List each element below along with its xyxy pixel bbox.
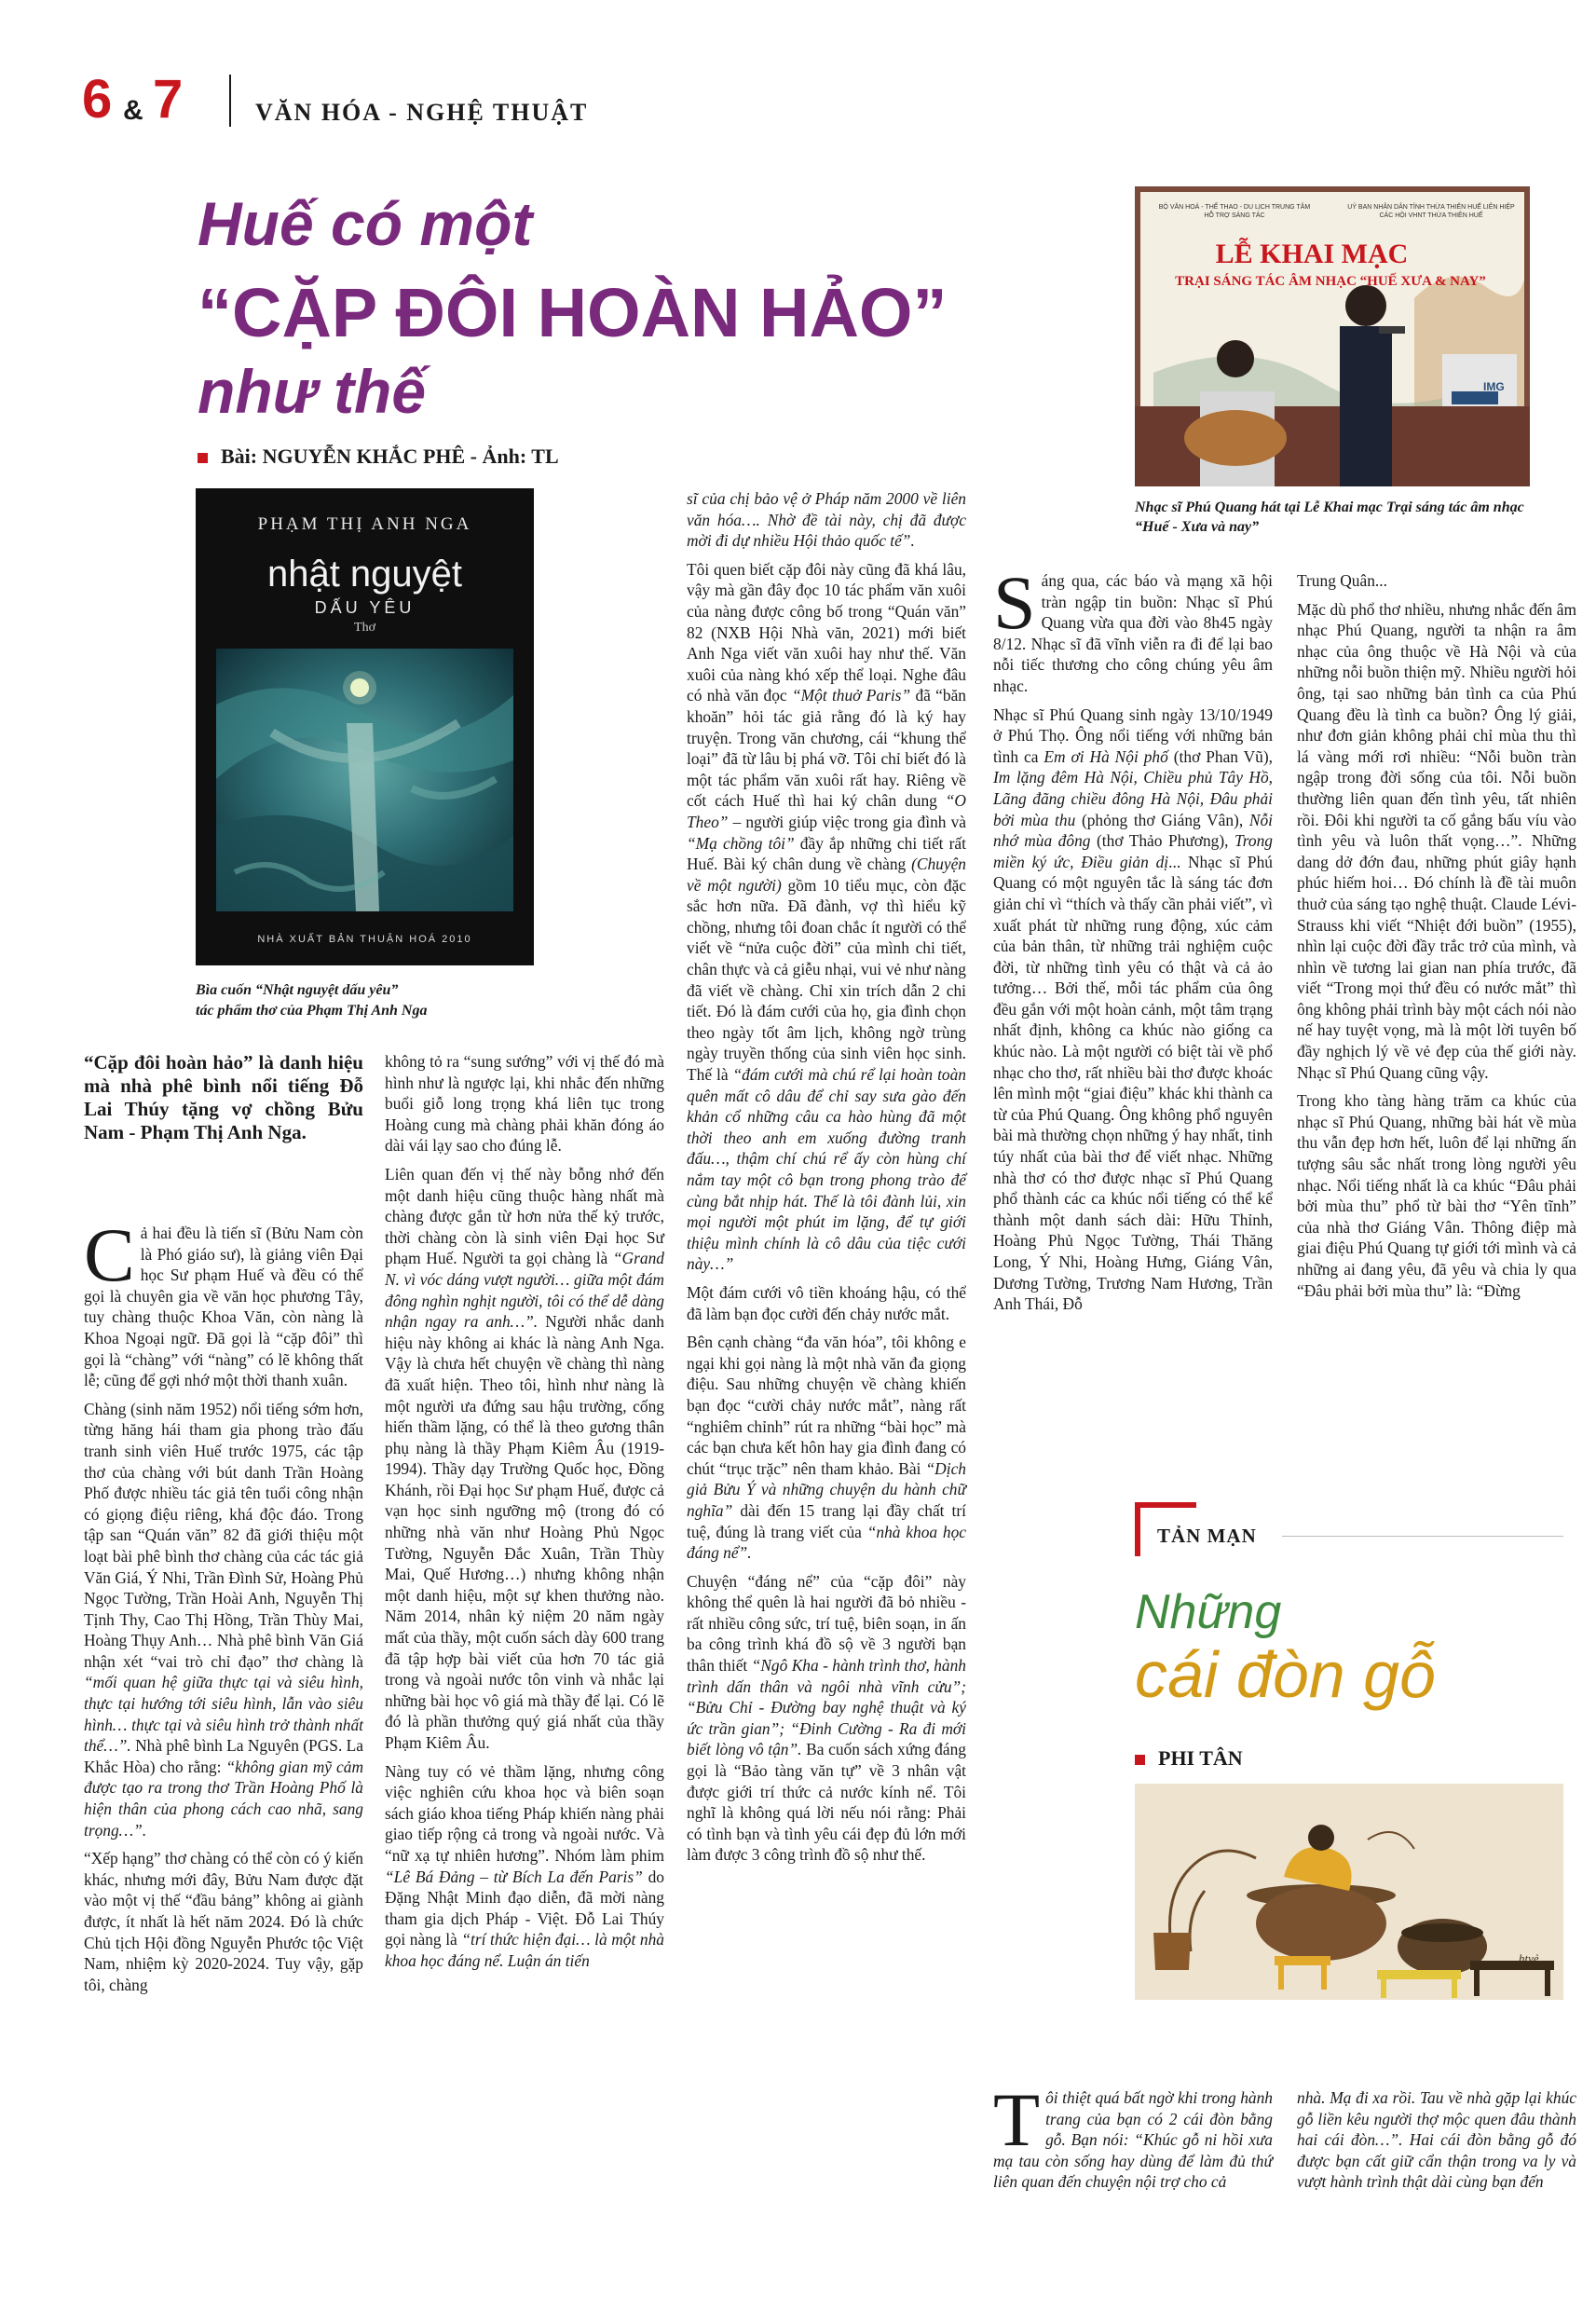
tanman-author: PHI TÂN xyxy=(1158,1746,1243,1770)
tanman-title-line2: cái đòn gỗ xyxy=(1135,1638,1437,1711)
paragraph: Bên cạnh chàng “đa văn hóa”, tôi không e ngại khi gọi nàng là một nhà văn đa giọng điệu. Sau những chuyện về chàng khiến bạn đọc “cười chảy nước mắt”, nàng rất “nghiêm chỉnh” rút ra những “bài học” mà các bạn chưa kết hôn hay gia đình đang có chút “trục trặc” nên tham khảo. Bài “Dịch giả Bửu Ý và những chuyện du hành chữ nghĩa” dài đến 15 trang lại đầy chất trí tuệ, đúng là trang viết của “nhà khoa học đáng nể”. xyxy=(687,1333,967,1563)
article-title-line3: như thế xyxy=(198,357,427,426)
banner-org-right: UỶ BAN NHÂN DÂN TỈNH THỪA THIÊN HUẾ LIÊN HIỆP CÁC HỘI VHNT THỪA THIÊN HUẾ xyxy=(1347,204,1515,219)
page-header xyxy=(82,69,660,134)
illustration-signature: htvẻ xyxy=(1519,1951,1539,1965)
book-caption-line2: tác phẩm thơ của Phạm Thị Anh Nga xyxy=(196,1003,428,1019)
article-column-3 xyxy=(687,488,966,1873)
tanman-label: TẢN MẠN xyxy=(1157,1525,1257,1547)
paragraph: Mặc dù phổ thơ nhiều, nhưng nhắc đến âm nhạc Phú Quang, người ta nhận ra âm nhạc của ông thuộc về Hà Nội và của những nỗi buồn thiện mỹ. Nhiều người hỏi ông, tại sao những bản tình ca của Phú Quang đều là tình ca buồn? Ông lý giải, như đơn giản không phải chỉ mùa thu thì lá vàng mới rơi nhiều: “Nỗi buồn tràn ngập trong đời sống của tôi. Nỗi buồn thường liên quan đến tình yêu, tất nhiên rồi. Đôi khi người ta cố gắng bấu víu vào tình yêu và luôn thất vọng…”. Những dang dở đớn đau, những phút giây hạnh phúc hiếm hoi… Đó chính là đề tài muôn thuở của sáng tạo nghệ thuật. Claude Lévi-Strauss khi viết “Nhiệt đới buồn” (1955), nhìn lại cuộc đời đầy trắc trở của mình, và nhìn về tương lai gian nan phía trước, đã viết “Trong mọi thứ đều có nước mắt” thì ông không phải trình bày một cách nói nào nế hay tuyệt vọng, mà là một lời tuyên bố đầy nghịch lý về vẻ đẹp của thế giới này. Nhạc sĩ Phú Quang cũng vậy. xyxy=(1297,599,1576,1082)
banner-org-left: BỘ VĂN HOÁ - THỂ THAO - DU LỊCH TRUNG TÂM HỖ TRỢ SÁNG TÁC xyxy=(1158,204,1311,219)
byline-bullet xyxy=(198,453,208,463)
banner-logo: IMG xyxy=(1483,380,1505,393)
page-number-left: 6 xyxy=(82,69,113,130)
event-photo-art xyxy=(1135,186,1530,486)
page-number-right: 7 xyxy=(153,69,184,130)
paragraph: Sáng qua, các báo và mạng xã hội tràn ngập tin buồn: Nhạc sĩ Phú Quang vừa qua đời vào 8h45 ngày 8/12. Nhạc sĩ đã vĩnh viễn ra đi để lại bao nỗi tiếc thương cho công chúng yêu âm nhạc. xyxy=(993,560,1273,695)
event-photo xyxy=(1135,186,1530,486)
article-title-line1: Huế có một xyxy=(198,189,533,258)
banner-subtitle: TRẠI SÁNG TÁC ÂM NHẠC “HUẾ XƯA & NAY” xyxy=(1175,274,1486,289)
byline-bullet xyxy=(1135,1755,1145,1765)
page-amp: & xyxy=(123,95,143,126)
book-subtitle: DẤU YÊU xyxy=(314,598,416,617)
photo-caption: Nhạc sĩ Phú Quang hát tại Lễ Khai mạc Trại sáng tác âm nhạc “Huế - Xưa và nay” xyxy=(1135,499,1524,535)
banner-title: LỄ KHAI MẠC xyxy=(1215,239,1409,269)
dropcap: S xyxy=(993,560,1036,645)
article-column-2 xyxy=(385,1051,664,1979)
paragraph: Nhạc sĩ Phú Quang sinh ngày 13/10/1949 ở Phú Thọ. Ông nổi tiếng với những bản tình ca Em ơi Hà Nội phố (thơ Phan Vũ), Im lặng đêm Hà Nội, Chiều phủ Tây Hồ, Lãng đãng chiều đông Hà Nội, Đâu phải bởi mùa thu (phỏng thơ Giáng Vân), Nỗi nhớ mùa đông (thơ Thảo Phương), Trong miền ký ức, Điều giản dị... Nhạc sĩ Phú Quang có một nguyên tắc là sáng tác đơn giản chỉ vì “thích và thấy cần phải viết”, vì xuất phát từ những rung động, xúc cảm của bản thân, từ những trải nghiệm cuộc đời, từ những tình yêu có thật và cả ảo tưởng… Bởi thế, mỗi tác phẩm của ông đều gắn với một hoàn cảnh, một tâm trạng nhất định, không ca khúc nào giống ca khúc nào. Là một người có biệt tài về phổ nhạc cho thơ, rất nhiều bài thơ được khoác lên mình một “giai điệu” khác khi thành ca từ của Phú Quang. Ông không phổ nguyên bài mà thường chọn những ý hay nhất, tinh túy nhất của bài thơ để viết nhạc. Những nhà thơ có thơ được nhạc sĩ Phú Quang phổ thành các ca khúc nổi tiếng có thể kể thành một danh sách dài: Hữu Thỉnh, Hoàng Phủ Ngọc Tường, Thái Thăng Long, Ý Nhi, Hoàng Hưng, Giáng Vân, Dương Tường, Trương Nam Hương, Trần Anh Thái, Đỗ xyxy=(993,705,1273,1314)
book-publisher: NHÀ XUẤT BẢN THUẬN HOÁ 2010 xyxy=(257,934,472,945)
section-title: VĂN HÓA - NGHỆ THUẬT xyxy=(255,99,589,126)
paragraph: Liên quan đến vị thế này bỗng nhớ đến một danh hiệu cũng thuộc hàng nhất mà chàng được gắn từ hơn nửa thế kỷ trước, thời chàng còn là sinh viên Đại học Sư phạm Huế. Người ta gọi chàng là “Grand N. vì vóc dáng vượt người… giữa một đám đông nghìn nghịt người, tôi có thể dễ dàng nhận ngay ra anh…”. Người nhắc danh hiệu này không ai khác là nàng Anh Nga. Vậy là chưa hết chuyện về chàng thì nàng đã xuất hiện. Theo tôi, hình như nàng là một người ưa đứng sau hậu trường, cống hiến thầm lặng, có thể là theo gương thân phụ nàng là thầy Phạm Kiêm Âu (1919-1994). Thầy dạy Trường Quốc học, Đồng Khánh, rồi Đại học Sư phạm Huế, được cả vạn học sinh ngưỡng mộ (trong đó có những nhà văn như Hoàng Phủ Ngọc Tường, Nguyễn Đắc Xuân, Trần Thùy Mai, Quế Hương…) nhưng không nhận một danh hiệu, một sự khen thưởng nào. Năm 2014, nhân kỷ niệm 20 năm ngày mất của thầy, một cuốn sách dày 600 trang đã tập hợp bài viết của hơn 70 tác giả trong và ngoài nước tôn vinh và nhắc lại những bài học vô giá mà thầy để lại. Có lẽ đó là phần thưởng quý giá nhất của thầy Phạm Kiêm Âu. xyxy=(385,1164,664,1752)
tanman-byline xyxy=(1135,1746,1243,1771)
paragraph: Chàng (sinh năm 1952) nổi tiếng sớm hơn, từng hăng hái tham gia phong trào đấu tranh sinh viên Huế trước 1975, các tập thơ của chàng với bút danh Trần Hoàng Phố được nhiều tác giả tên tuổi công nhận có giọng điệu riêng, khá độc đáo. Trong tập san “Quán văn” 82 đã giới thiệu một loạt bài phê bình thơ chàng của các tác giả Văn Giá, Ý Nhi, Trần Đình Sử, Hoàng Phủ Ngọc Tường, Trần Hoài Anh, Nguyễn Thị Tịnh Thy, Cao Thị Hồng, Trần Thùy Mai, Hoàng Thụy Anh… Nhà phê bình Văn Giá nhận xét “vai trò chỉ đạo” thơ chàng là “mối quan hệ giữa thực tại và siêu hình, thực tại hướng tới siêu hình, lẫn vào siêu hình… thực tại và siêu hình trở thành nhất thể…”. Nhà phê bình La Nguyên (PGS. La Khắc Hòa) cho rằng: “không gian mỹ cảm được tạo ra trong thơ Trần Hoàng Phố là hiện thân của phong cách cao nhã, sang trọng…”. xyxy=(84,1399,364,1840)
tanman-title-line1: Những xyxy=(1135,1585,1282,1639)
tanman-column-1 xyxy=(993,2077,1273,2200)
book-genre: Thơ xyxy=(354,621,375,635)
book-author: PHẠM THỊ ANH NGA xyxy=(257,514,472,534)
paragraph: sĩ của chị bảo vệ ở Pháp năm 2000 về liên văn hóa…. Nhờ đề tài này, chị đã được mời đi dự nhiều Hội thảo quốc tế”. xyxy=(687,489,966,551)
obit-column-2 xyxy=(1297,570,1576,1308)
book-cover-image xyxy=(196,488,534,965)
paragraph: nhà. Mạ đi xa rồi. Tau về nhà gặp lại khúc gỗ liền kêu người thợ mộc quen đâu thành hai cái đòn…”. Hai cái đòn bằng gỗ đó được bạn cất giữ cẩn thận trong va ly và vượt hành trình thật dài cùng bạn đến xyxy=(1297,2088,1576,2192)
paragraph: Chuyện “đáng nể” của “cặp đôi” này không thể quên là hai người đã bỏ nhiều - rất nhiều công sức, trí tuệ, biên soạn, in ấn ba công trình khá đồ sộ về 3 người bạn thân thiết “Ngô Kha - hành trình thơ, hành trình dấn thân và ngôi nhà vĩnh cửu”; “Bửu Chỉ - Đường bay nghệ thuật và ký ức trần gian”; “Đinh Cường - Ra đi mới biết lòng vô tận”. Ba cuốn sách xứng đáng gọi là “Bảo tàng văn tự” về 3 nhân vật được giới trí thức cả nước kính nể. Tôi nghĩ là không quá lời nếu nói rằng: Phải có tình bạn và tình yêu cái đẹp đủ lớn mới làm được 3 công trình đồ sộ như thế. xyxy=(687,1571,966,1865)
paragraph: “Xếp hạng” thơ chàng có thể còn có ý kiến khác, nhưng mới đây, Bửu Nam được đặt vào một vị thế “đầu bảng” không ai giành được, ít nhất là hết năm 2024. Đó là chức Chủ tịch Hội đồng Nguyễn Phước tộc Việt Nam, nhiệm kỳ 2020-2024. Tuy vậy, gặp tôi, chàng xyxy=(84,1849,363,1994)
article-title-line2: “CẶP ĐÔI HOÀN HẢO” xyxy=(198,274,948,351)
book-title: nhật nguyệt xyxy=(266,554,463,595)
tanman-column-2 xyxy=(1297,2087,1576,2200)
tanman-illustration xyxy=(1135,1784,1563,2000)
book-caption-line1: Bìa cuốn “Nhật nguyệt dấu yêu” xyxy=(196,982,399,998)
obit-column-1 xyxy=(993,560,1273,1322)
article-column-1 xyxy=(84,1212,364,2003)
paragraph: Tôi thiệt quá bất ngờ khi trong hành trang của bạn có 2 cái đòn bằng gỗ. Bạn nói: “Khúc gỗ ni hồi xưa mạ tau còn sống hay dùng để làm đủ thứ liên quan đến chuyện nội trợ cho cả xyxy=(993,2077,1273,2192)
paragraph: Trong kho tàng hàng trăm ca khúc của nhạc sĩ Phú Quang, những bài hát về mùa thu vẫn đẹp hơn hết, luôn để lại những ấn tượng sâu sắc nhất trong lòng người yêu nhạc. Nổi tiếng nhất là ca khúc “Đâu phải bởi mùa thu” phổ từ bài thơ “Yên tĩnh” của nhà thơ Giáng Vân. Thông điệp mà giai điệu Phú Quang tự giới tới mình và cả những ai đang yêu, đã yêu và chia ly qua “Đâu phải bởi mùa thu” là: “Đừng xyxy=(1297,1091,1576,1300)
paragraph: Trung Quân... xyxy=(1297,571,1387,590)
dropcap: C xyxy=(84,1212,135,1297)
tanman-rule xyxy=(1282,1536,1563,1537)
article-lead: “Cặp đôi hoàn hảo” là danh hiệu mà nhà phê bình nổi tiếng Đỗ Lai Thúy tặng vợ chồng Bửu Nam - Phạm Thị Anh Nga. xyxy=(84,1051,363,1143)
paragraph: Một đám cưới vô tiền khoáng hậu, có thể đã làm bạn đọc cười đến chảy nước mắt. xyxy=(687,1282,966,1323)
paragraph: Tôi quen biết cặp đôi này cũng đã khá lâu, vậy mà gần đây đọc 10 tác phẩm văn xuôi của nàng được công bố trong “Quán văn” 82 (NXB Hội Nhà văn, 2021) mới biết Anh Nga viết văn xuôi hay như thế. Văn xuôi của nàng khó xếp thể loại. Nghe đâu có nhà văn đọc “Một thuở Paris” đã “băn khoăn” hỏi tác giả rằng đó là ký hay truyện. Trong văn chương, cái “khung thể loại” đã từ lâu bị phá vỡ. Tôi chỉ biết đó là một tác phẩm văn xuôi rất hay. Riêng về cốt cách Huế thì hai ký chân dung “O Theo” – người giúp việc trong gia đình và “Mạ chồng tôi” đầy ắp những chi tiết rất Huế. Bài ký chân dung về chàng (Chuyện về một người) gồm 10 tiểu mục, còn đặc sắc hơn nữa. Đã đành, vợ thì hiểu kỹ chồng, nhưng tôi đoan chắc ít người có thể viết về “nửa cuộc đời” của mình chi tiết, chân thực và cả giễu nhại, vui vẻ như nàng đã viết về chàng. Chỉ xin trích dẫn 2 chi tiết. Đó là đám cưới của họ, gia đình chọn theo ngày tốt âm lịch, không ngờ trùng ngày truyền thống của sinh viên học sinh. Thế là “đám cưới mà chú rể lại hoàn toàn quên mất cô dâu để chỉ say sưa gào đến khản cổ những câu ca hào hùng đã một thời theo anh em xuống đường tranh đấu…, thậm chí chú rể ấy còn hùng chí nắm tay một cô bạn trong phong trào để cùng bắt nhịp hát. Thế là tôi đành lủi, xin mọi người một phút im lặng, để tự giới thiệu mình chính là cô dâu của tiệc cưới này…” xyxy=(687,559,967,1274)
paragraph: Cả hai đều là tiến sĩ (Bửu Nam còn là Phó giáo sư), là giảng viên Đại học Sư phạm Huế và đều có thể gọi là chuyên gia về văn học phương Tây, tuy chàng thuộc Khoa Văn, còn nàng là Khoa Ngoại ngữ. Đã gọi là “cặp đôi” thì gọi là “chàng” với “nàng” có lẽ không thất lễ; cũng để gợi nhớ một thời thanh xuân. xyxy=(84,1212,363,1390)
paragraph: không tỏ ra “sung sướng” với vị thế đó mà hình như là ngược lại, khi nhắc đến những buổi giỗ long trọng khá liên tục trong Hoàng cung mà chàng phải khăn đóng áo dài vái lạy sao cho đúng lễ. xyxy=(385,1052,664,1156)
paragraph: Nàng tuy có vẻ thầm lặng, nhưng công việc nghiên cứu khoa học và biên soạn sách giáo khoa tiếng Pháp khiến nàng phải giao tiếp rộng cả trong và ngoài nước. Và “nữ xạ tự nhiên hương”. Nhóm làm phim “Lê Bá Đảng – từ Bích La đến Paris” do Đặng Nhật Minh đạo diễn, đã mời nàng tham gia dịch Pháp - Việt. Đỗ Lai Thúy gọi nàng là “trí thức hiện đại… là một nhà khoa học đáng nể. Luận án tiến xyxy=(385,1761,664,1970)
article-byline xyxy=(198,445,559,469)
dropcap: T xyxy=(993,2077,1041,2162)
header-divider xyxy=(229,75,231,127)
book-artwork xyxy=(216,649,513,911)
byline-text: Bài: NGUYỄN KHẮC PHÊ - Ảnh: TL xyxy=(221,445,559,468)
